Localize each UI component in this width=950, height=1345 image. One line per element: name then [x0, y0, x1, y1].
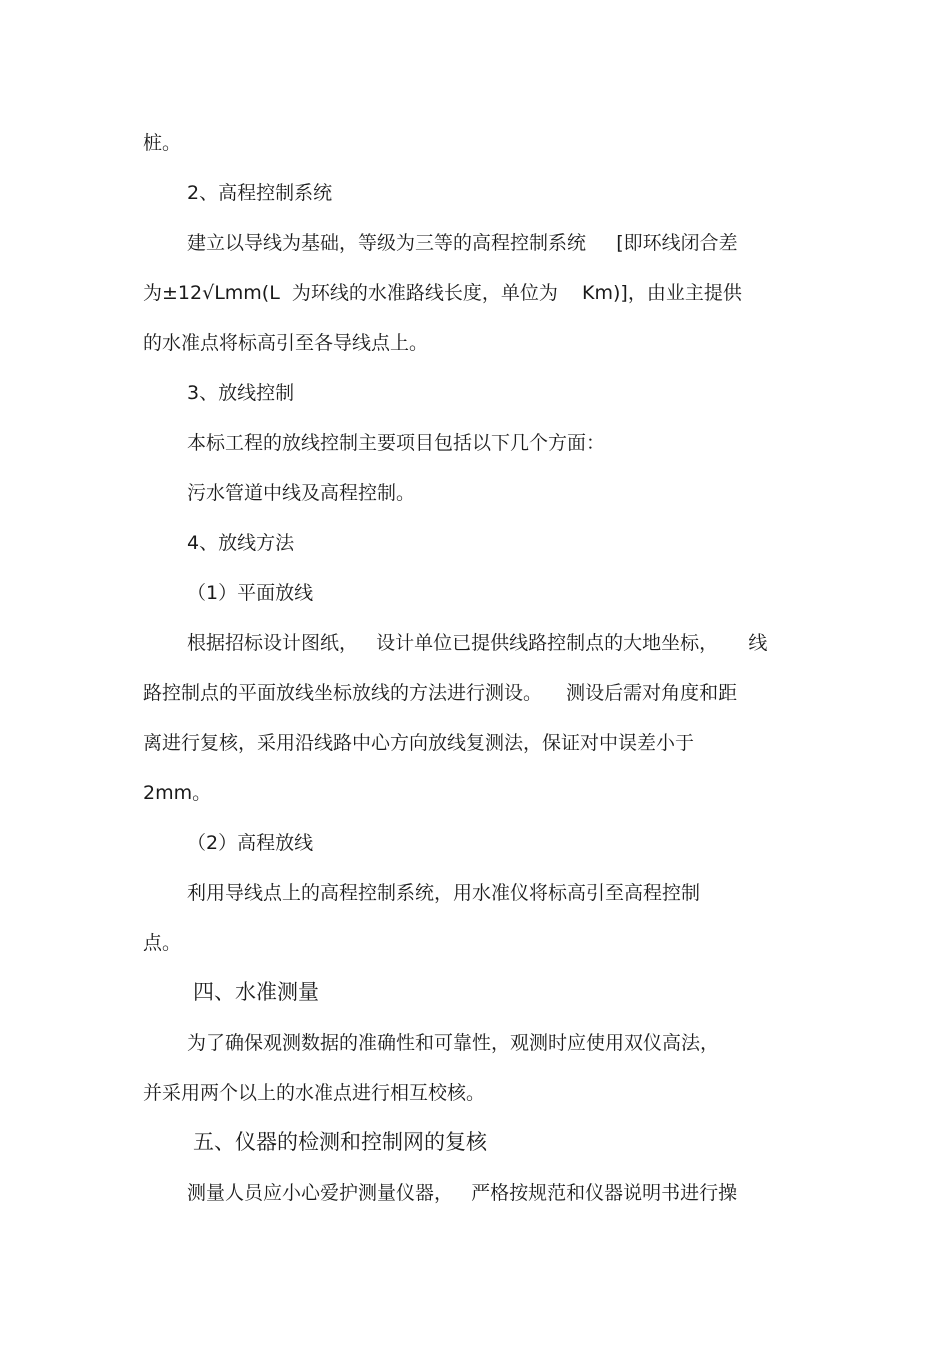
text-line: 离进行复核，采用沿线路中心方向放线复测法，保证对中误差小于 — [143, 732, 695, 754]
text-line: 本标工程的放线控制主要项目包括以下几个方面： — [187, 432, 606, 454]
text-line: 点。 — [143, 932, 182, 954]
text-line: 的水准点将标高引至各导线点上。 — [143, 332, 429, 354]
text-line: 并采用两个以上的水准点进行相互校核。 — [143, 1082, 486, 1104]
text-line: 测量人员应小心爱护测量仪器， 严格按规范和仪器说明书进行操 — [187, 1182, 738, 1204]
subsection-heading: （2）高程放线 — [187, 832, 314, 854]
chapter-heading: 四、水准测量 — [193, 980, 319, 1004]
text-line: 2mm。 — [143, 782, 212, 804]
section-heading: 2、高程控制系统 — [187, 182, 333, 204]
section-heading: 4、放线方法 — [187, 532, 295, 554]
text-line: 桩。 — [143, 132, 182, 154]
text-line: 建立以导线为基础，等级为三等的高程控制系统 [即环线闭合差 — [187, 232, 738, 254]
text-line: 路控制点的平面放线坐标放线的方法进行测设。 测设后需对角度和距 — [143, 682, 738, 704]
text-line: 为±12√Lmm(L 为环线的水准路线长度，单位为 Km)]，由业主提供 — [143, 282, 742, 304]
text-line: 为了确保观测数据的准确性和可靠性，观测时应使用双仪高法， — [187, 1032, 720, 1054]
section-heading: 3、放线控制 — [187, 382, 295, 404]
text-line: 利用导线点上的高程控制系统，用水准仪将标高引至高程控制 — [187, 882, 701, 904]
text-line: 根据招标设计图纸， 设计单位已提供线路控制点的大地坐标， 线 — [187, 632, 768, 654]
chapter-heading: 五、仪器的检测和控制网的复核 — [193, 1130, 487, 1154]
subsection-heading: （1）平面放线 — [187, 582, 314, 604]
text-line: 污水管道中线及高程控制。 — [187, 482, 416, 504]
